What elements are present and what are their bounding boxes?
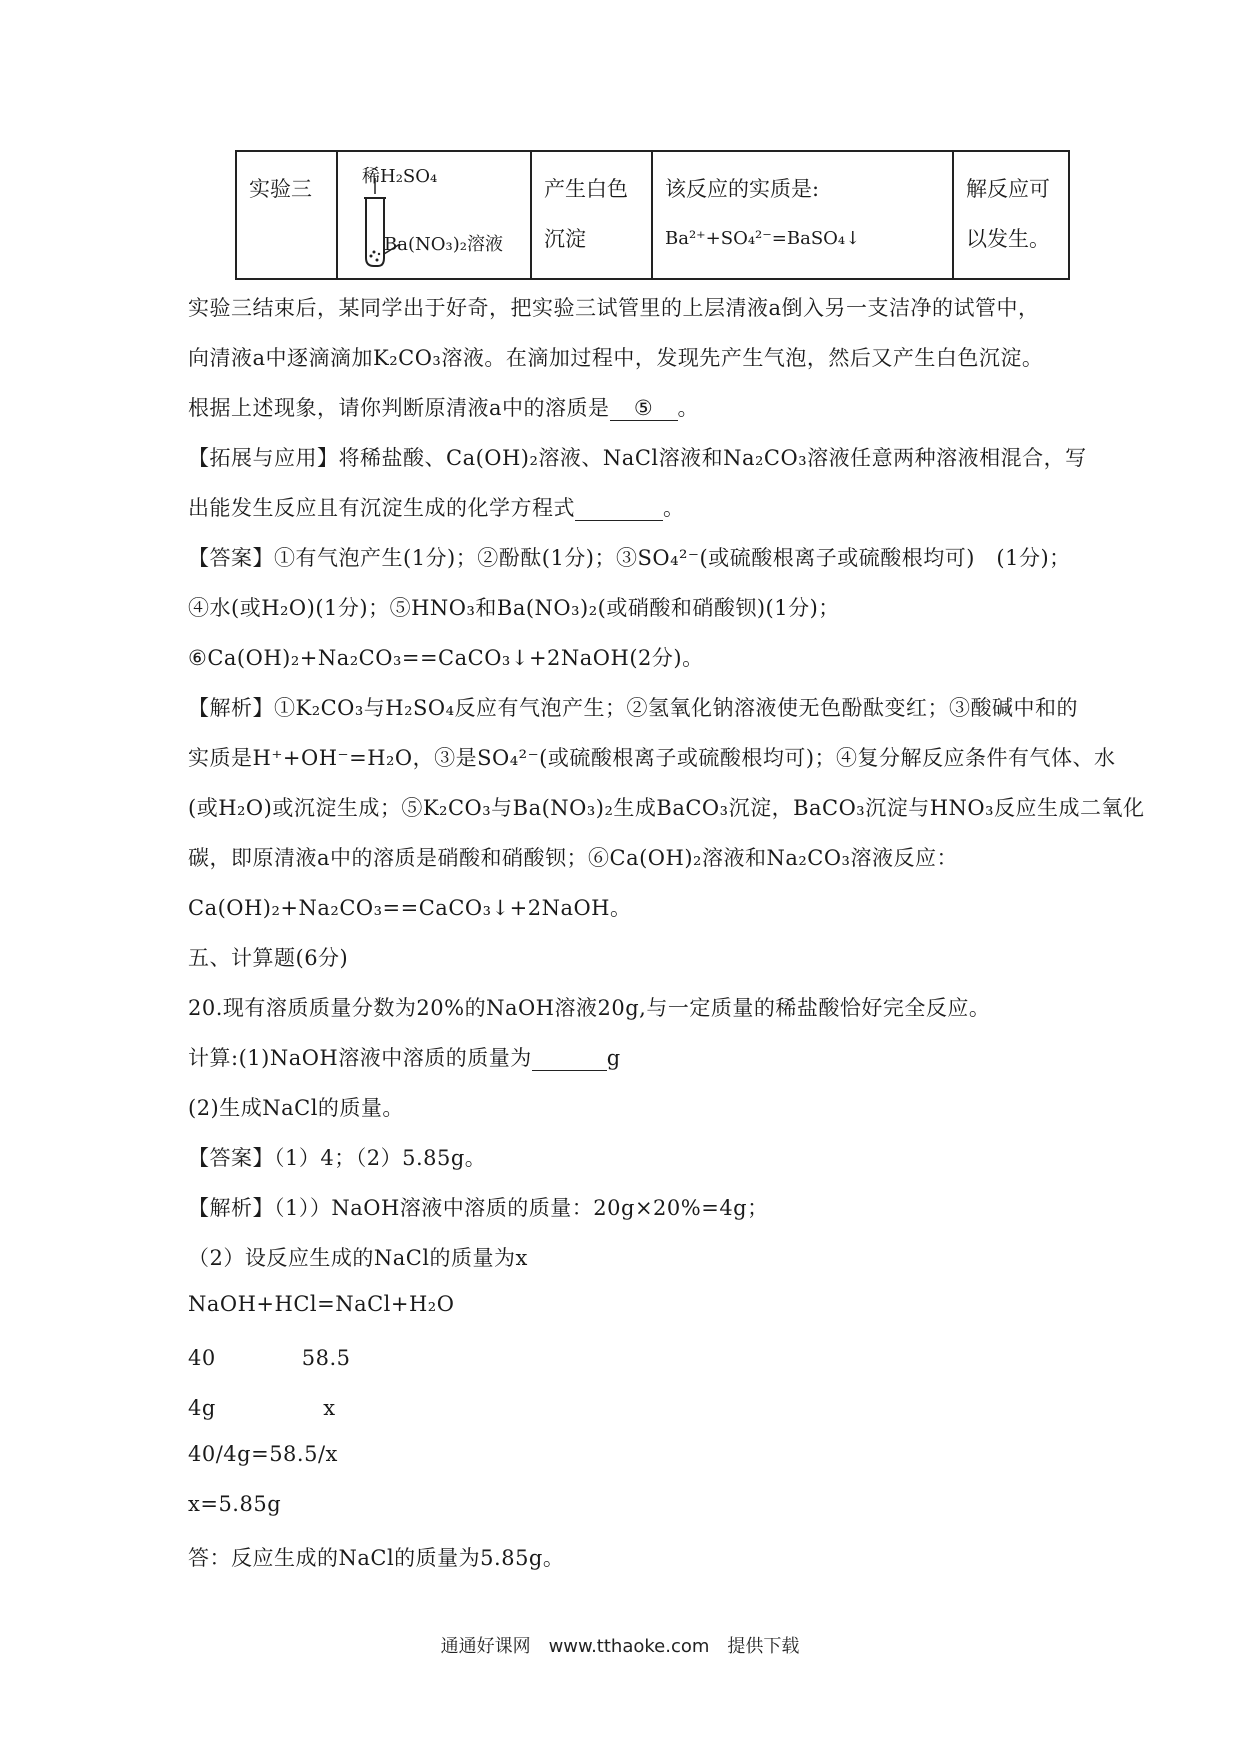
analysis-line: Ca(OH)₂+Na₂CO₃==CaCO₃↓+2NaOH。 — [188, 896, 632, 920]
text-line-with-blank — [188, 1042, 621, 1072]
experiment-name-cell — [236, 151, 337, 279]
final-answer-line: 答：反应生成的NaCl的质量为5.85g。 — [188, 1546, 565, 1570]
question-text: 计算:(1)NaOH溶液中溶质的质量为 — [188, 1046, 532, 1070]
experiment-table — [235, 150, 1070, 280]
section-heading: 五、计算题(6分) — [188, 946, 349, 970]
sentence-end: 。 — [663, 496, 685, 520]
test-tube-apparatus — [344, 158, 514, 278]
analysis-line: 实质是H⁺+OH⁻=H₂O，③是SO₄²⁻(或硫酸根离子或硫酸根均可)；④复分解反应条件有气体、水 — [188, 746, 1116, 770]
unit-label: g — [606, 1046, 621, 1070]
analysis-line: 【解析】①K₂CO₃与H₂SO₄反应有气泡产生；②氢氧化钠溶液使无色酚酞变红；③酸碱中和的 — [188, 696, 1079, 720]
equation-line: NaOH+HCl=NaCl+H₂O — [188, 1292, 455, 1316]
essence-cell — [652, 151, 953, 279]
footer-credit: 通通好课网 www.tthaoke.com 提供下载 — [440, 1636, 800, 1657]
text-line: 实验三结束后，某同学出于好奇，把实验三试管里的上层清液a倒入另一支洁净的试管中， — [188, 296, 1040, 320]
analysis-line: 【解析】（1））NaOH溶液中溶质的质量：20g×20%=4g； — [188, 1196, 769, 1220]
text-line: 【拓展与应用】将稀盐酸、Ca(OH)₂溶液、NaCl溶液和Na₂CO₃溶液任意两种溶液相混合，写 — [188, 446, 1087, 470]
conclusion-line-1: 解反应可 — [966, 177, 1050, 201]
analysis-line: 碳，即原清液a中的溶质是硝酸和硝酸钡；⑥Ca(OH)₂溶液和Na₂CO₃溶液反应： — [188, 846, 958, 870]
phenomenon-line-1: 产生白色 — [544, 177, 628, 201]
answer-line: 【答案】（1）4；（2）5.85g。 — [188, 1146, 487, 1170]
result-line: x=5.85g — [188, 1492, 282, 1516]
apparatus-cell — [337, 151, 531, 279]
question-text: 出能发生反应且有沉淀生成的化学方程式 — [188, 496, 575, 520]
experiment-name: 实验三 — [249, 177, 312, 201]
phenomenon-line-2: 沉淀 — [544, 227, 586, 251]
table-row — [236, 151, 1069, 279]
answer-blank: ⑤ — [610, 397, 678, 421]
question-20: 20.现有溶质质量分数为20%的NaOH溶液20g,与一定质量的稀盐酸恰好完全反应。 — [188, 996, 991, 1020]
ratio-line: 40 58.5 — [188, 1346, 351, 1370]
phenomenon-cell — [531, 151, 652, 279]
answer-line: ④水(或H₂O)(1分)；⑤HNO₃和Ba(NO₃)₂(或硝酸和硝酸钡)(1分)； — [188, 596, 840, 620]
text-line-with-blank — [188, 392, 699, 422]
analysis-line: （2）设反应生成的NaCl的质量为x — [188, 1246, 528, 1270]
ratio-line: 4g x — [188, 1396, 336, 1420]
conclusion-cell — [953, 151, 1069, 279]
essence-line-1: 该反应的实质是: — [665, 177, 820, 201]
answer-blank — [532, 1047, 607, 1071]
acid-label: 稀H₂SO₄ — [362, 166, 438, 187]
essence-equation: Ba²⁺+SO₄²⁻=BaSO₄↓ — [665, 228, 861, 249]
answer-line: 【答案】①有气泡产生(1分)；②酚酞(1分)；③SO₄²⁻(或硫酸根离子或硫酸根均可) (1分)； — [188, 546, 1071, 570]
conclusion-line-2: 以发生。 — [966, 227, 1050, 251]
proportion-line: 40/4g=58.5/x — [188, 1442, 338, 1466]
sentence-end: 。 — [677, 396, 700, 420]
answer-line: ⑥Ca(OH)₂+Na₂CO₃==CaCO₃↓+2NaOH(2分)。 — [188, 646, 704, 670]
text-line-with-blank — [188, 492, 685, 522]
text-line: 向清液a中逐滴滴加K₂CO₃溶液。在滴加过程中，发现先产生气泡，然后又产生白色沉淀。 — [188, 346, 1044, 370]
question-text: 根据上述现象，请你判断原清液a中的溶质是 — [188, 396, 610, 420]
solution-label: Ba(NO₃)₂溶液 — [384, 234, 503, 255]
text-line: (2)生成NaCl的质量。 — [188, 1096, 404, 1120]
analysis-line: (或H₂O)或沉淀生成；⑤K₂CO₃与Ba(NO₃)₂生成BaCO₃沉淀，BaCO₃沉淀与HNO₃反应生成二氧化 — [188, 796, 1145, 820]
answer-blank — [575, 497, 663, 521]
